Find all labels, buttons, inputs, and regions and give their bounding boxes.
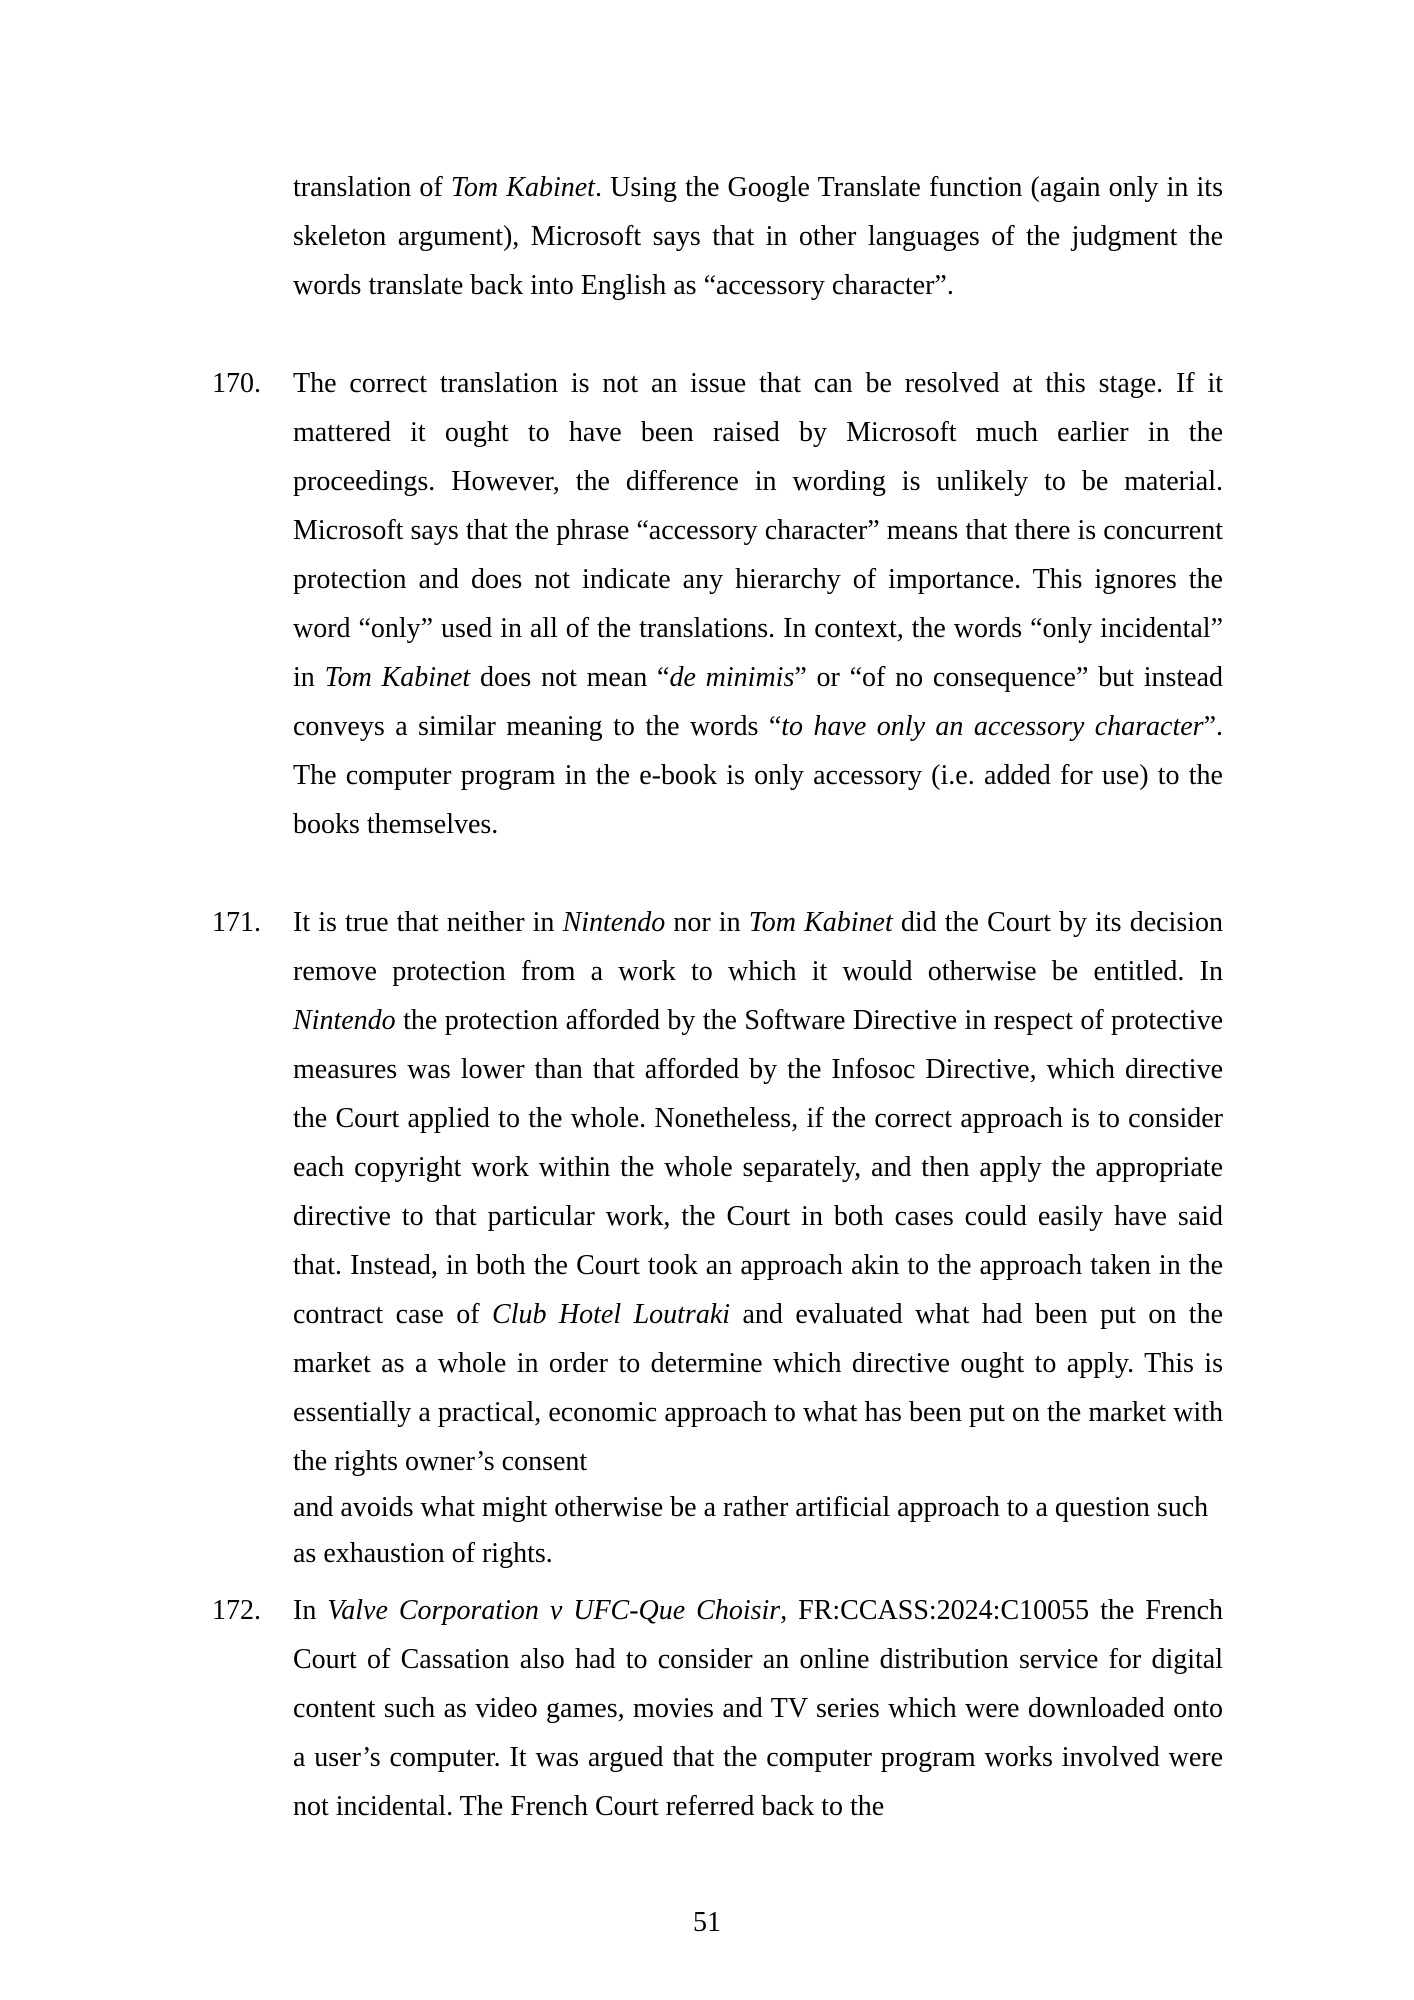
paragraph-text <box>293 359 1223 849</box>
italic-text-run: Valve Corporation v UFC-Que Choisir <box>327 1595 781 1626</box>
text-run: translation of <box>293 172 451 203</box>
text-run: does not mean “ <box>470 662 670 693</box>
text-run: nor in <box>665 907 749 938</box>
italic-text-run: Tom Kabinet <box>748 907 893 938</box>
italic-text-run: Nintendo <box>562 907 666 938</box>
text-run: It is true that neither in <box>293 907 563 938</box>
italic-text-run: Nintendo <box>293 1005 396 1036</box>
paragraph-body <box>293 1586 1223 1831</box>
paragraph-text <box>293 163 1223 310</box>
paragraph-number: 171. <box>212 907 261 938</box>
italic-text-run: Tom Kabinet <box>450 172 595 203</box>
paragraph-number <box>212 163 293 310</box>
text-run: the protection afforded by the Software Directive in respect of protective measures was lower than that afforded by the Infosoc Directive, which directive the Court applied to the whole. Nonetheless, if the correct approach is to consider each copyright work within the whole separately, and then apply the appropriate directive to that particular work, the Court in both cases could easily have said that. Instead, in both the Court took an approach akin to the approach taken in the contract case of <box>293 1005 1223 1330</box>
text-run: ” or “of no consequence” but instead conveys a similar meaning to the words “ <box>293 662 1224 742</box>
text-run: and avoids what might otherwise be a rather artificial approach to a question such as exhaustion of rights. <box>293 1492 1209 1569</box>
paragraph-171 <box>212 898 1223 1577</box>
italic-text-run: Tom Kabinet <box>324 662 471 693</box>
paragraph-172 <box>212 1586 1223 1831</box>
paragraph-body <box>293 163 1223 310</box>
italic-text-run: to have only an accessory character <box>781 711 1204 742</box>
italic-text-run: de minimis <box>669 662 795 693</box>
paragraph-text <box>293 1586 1223 1831</box>
text-run: , FR:CCASS:2024:C10055 the French Court of Cassation also had to consider an online distribution service for digital content such as video games, movies and TV series which were downloaded onto a user’s computer. It was argued that the computer program works involved were not incidental. The French Court referred back to the <box>293 1595 1224 1822</box>
paragraph-169-continuation <box>212 163 1223 310</box>
text-run: and evaluated what had been put on the market as a whole in order to determine which directive ought to apply. This is essentially a practical, economic approach to what has been put on the market with the rights owner’s consent <box>293 1299 1223 1477</box>
page-content <box>212 163 1223 1831</box>
paragraph-body <box>293 359 1223 849</box>
text-run: In <box>293 1595 328 1626</box>
paragraph-number: 170. <box>212 368 261 399</box>
paragraph-body <box>293 898 1223 1577</box>
text-run: ”. The computer program in the e-book is only accessory (i.e. added for use) to the books themselves. <box>293 711 1223 840</box>
text-run: The correct translation is not an issue that can be resolved at this stage. If it mattered it ought to have been raised by Microsoft much earlier in the proceedings. However, the difference in wording is unlikely to be material. Microsoft says that the phrase “accessory character” means that there is concurrent protection and does not indicate any hierarchy of importance. This ignores the word “only” used in all of the translations. In context, the words “only incidental” in <box>293 368 1223 693</box>
text-run: . Using the Google Translate function (again only in its skeleton argument), Microsoft says that in other languages of the judgment the words translate back into English as “accessory character”. <box>293 172 1223 301</box>
paragraph-text <box>293 898 1223 1486</box>
text-run: did the Court by its decision remove protection from a work to which it would otherwise be entitled. In <box>293 907 1224 987</box>
paragraph-continuation-text <box>293 1485 1223 1577</box>
page-number: 51 <box>693 1907 721 1938</box>
italic-text-run: Club Hotel Loutraki <box>492 1299 731 1330</box>
paragraph-number: 172. <box>212 1595 261 1626</box>
paragraph-170 <box>212 359 1223 849</box>
